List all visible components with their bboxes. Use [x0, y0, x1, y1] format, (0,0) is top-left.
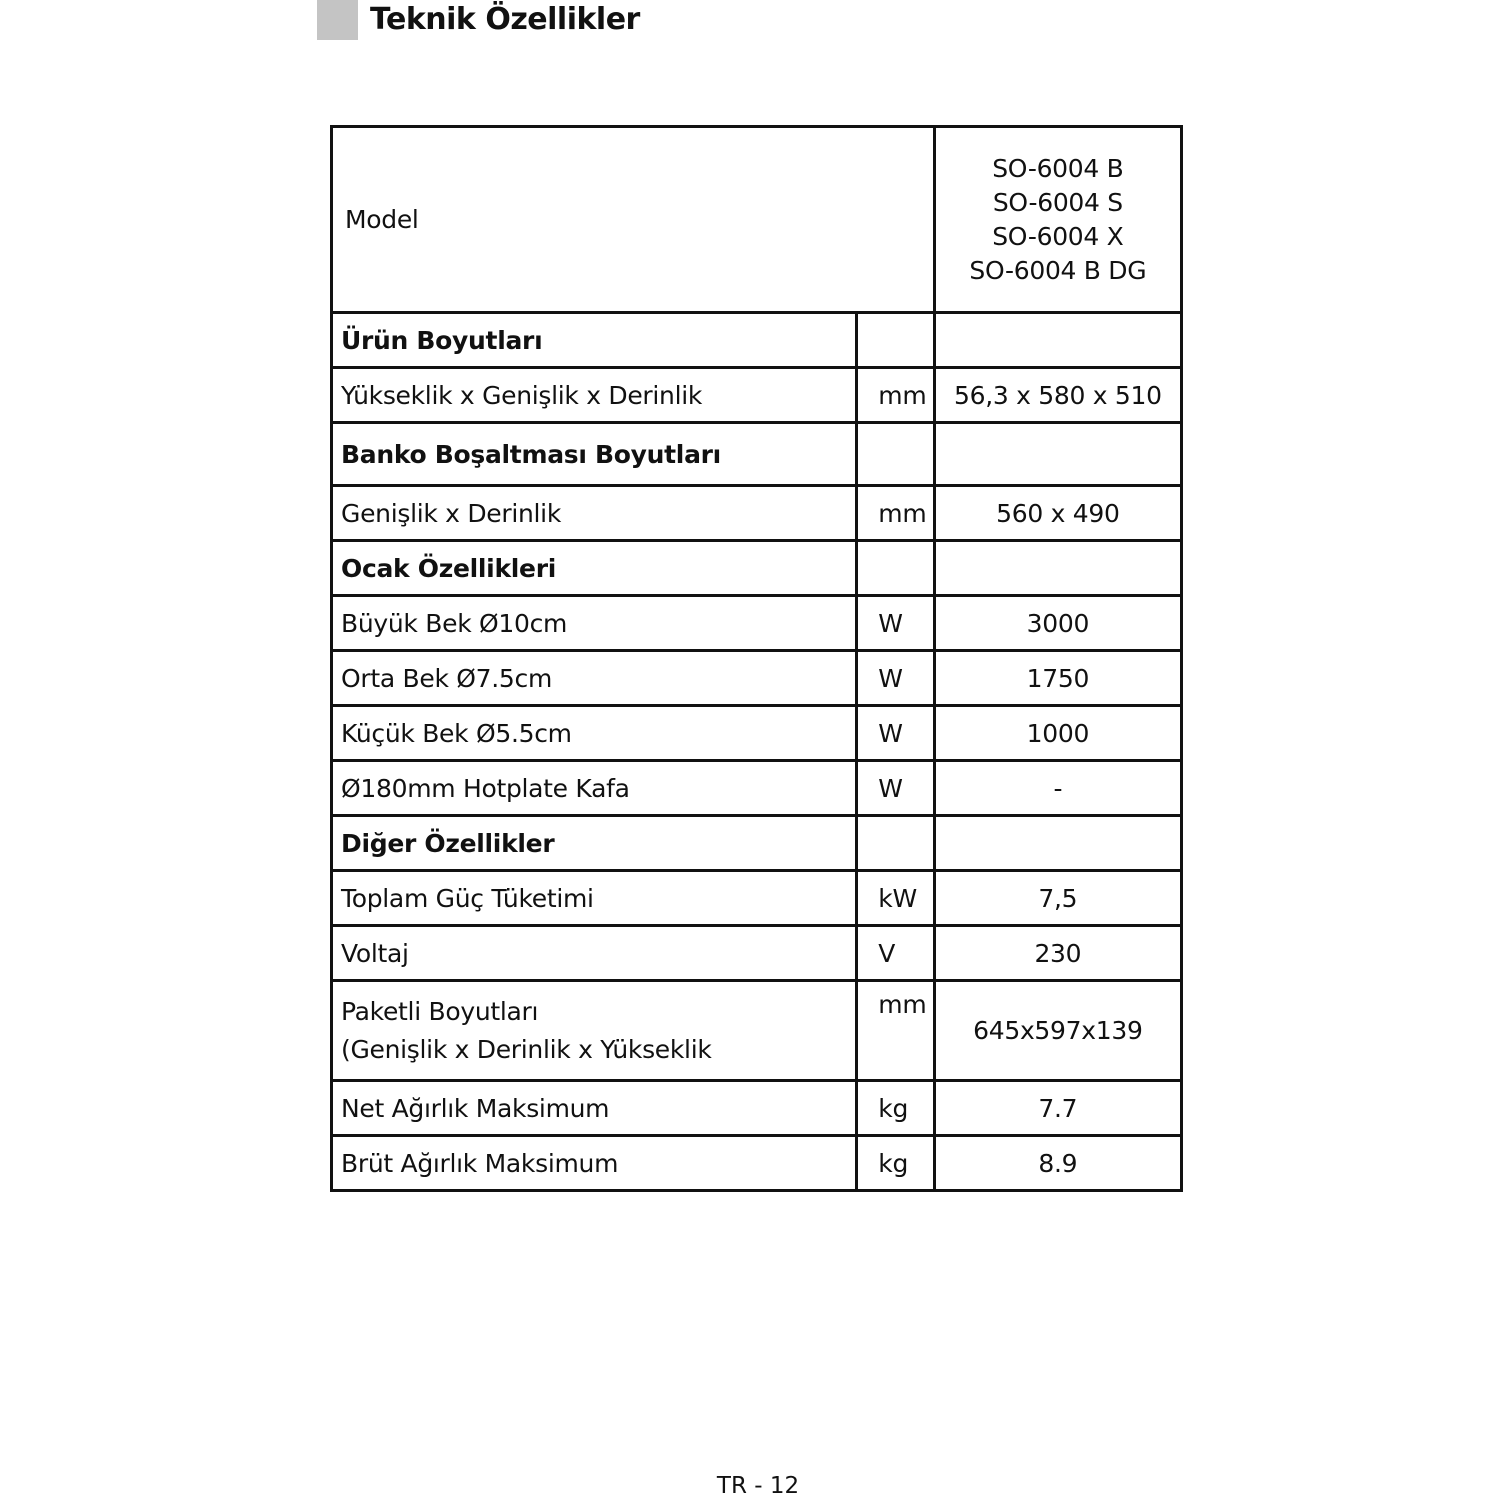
- row-label: Brüt Ağırlık Maksimum: [332, 1136, 857, 1191]
- table-row: [332, 871, 1182, 926]
- row-value: 7,5: [934, 871, 1181, 926]
- table-row: [332, 1136, 1182, 1191]
- row-label: Küçük Bek Ø5.5cm: [332, 706, 857, 761]
- row-label: [332, 981, 857, 1081]
- row-label: Büyük Bek Ø10cm: [332, 596, 857, 651]
- header-marker: [317, 0, 358, 40]
- row-unit: W: [857, 706, 934, 761]
- section-row: [332, 541, 1182, 596]
- table-row: [332, 651, 1182, 706]
- row-unit: W: [857, 761, 934, 816]
- row-label-line: (Genişlik x Derinlik x Yükseklik: [341, 1034, 712, 1064]
- row-value: 230: [934, 926, 1181, 981]
- row-value: 645x597x139: [934, 981, 1181, 1081]
- row-value: 1750: [934, 651, 1181, 706]
- table-row: [332, 368, 1182, 423]
- table-row: [332, 926, 1182, 981]
- section-other-features: Diğer Özellikler: [332, 816, 857, 871]
- row-label: Orta Bek Ø7.5cm: [332, 651, 857, 706]
- row-label: Ø180mm Hotplate Kafa: [332, 761, 857, 816]
- table-row: [332, 596, 1182, 651]
- section-hob-features: Ocak Özellikleri: [332, 541, 857, 596]
- row-value: 1000: [934, 706, 1181, 761]
- page-number: TR - 12: [716, 1473, 800, 1499]
- model-list: [934, 127, 1181, 313]
- row-value: 8.9: [934, 1136, 1181, 1191]
- table-row: [332, 761, 1182, 816]
- row-unit: mm: [857, 368, 934, 423]
- row-unit: kg: [857, 1081, 934, 1136]
- row-unit: W: [857, 596, 934, 651]
- model-name: SO-6004 B: [992, 153, 1124, 183]
- model-label: Model: [332, 127, 935, 313]
- row-label: Toplam Güç Tüketimi: [332, 871, 857, 926]
- page-title: Teknik Özellikler: [370, 2, 640, 37]
- table-row: [332, 706, 1182, 761]
- row-label: Voltaj: [332, 926, 857, 981]
- section-cutout-dims: Banko Boşaltması Boyutları: [332, 423, 857, 486]
- row-label: Net Ağırlık Maksimum: [332, 1081, 857, 1136]
- row-label-line: Paketli Boyutları: [341, 996, 539, 1026]
- table-row: [332, 486, 1182, 541]
- row-label: Yükseklik x Genişlik x Derinlik: [332, 368, 857, 423]
- row-label: Genişlik x Derinlik: [332, 486, 857, 541]
- section-row: [332, 313, 1182, 368]
- row-unit: V: [857, 926, 934, 981]
- row-value: 560 x 490: [934, 486, 1181, 541]
- row-unit: W: [857, 651, 934, 706]
- row-unit: kW: [857, 871, 934, 926]
- model-name: SO-6004 B DG: [969, 255, 1147, 285]
- model-name: SO-6004 S: [992, 187, 1123, 217]
- section-product-dims: Ürün Boyutları: [332, 313, 857, 368]
- model-row: [332, 127, 1182, 313]
- row-unit: mm: [857, 981, 934, 1081]
- table-row: [332, 981, 1182, 1081]
- row-value: -: [934, 761, 1181, 816]
- row-value: 56,3 x 580 x 510: [934, 368, 1181, 423]
- row-unit: kg: [857, 1136, 934, 1191]
- section-row: [332, 423, 1182, 486]
- section-row: [332, 816, 1182, 871]
- row-value: 3000: [934, 596, 1181, 651]
- page-header: [317, 0, 640, 40]
- model-name: SO-6004 X: [992, 221, 1124, 251]
- table-row: [332, 1081, 1182, 1136]
- row-value: 7.7: [934, 1081, 1181, 1136]
- spec-table: [330, 125, 1183, 1192]
- row-unit: mm: [857, 486, 934, 541]
